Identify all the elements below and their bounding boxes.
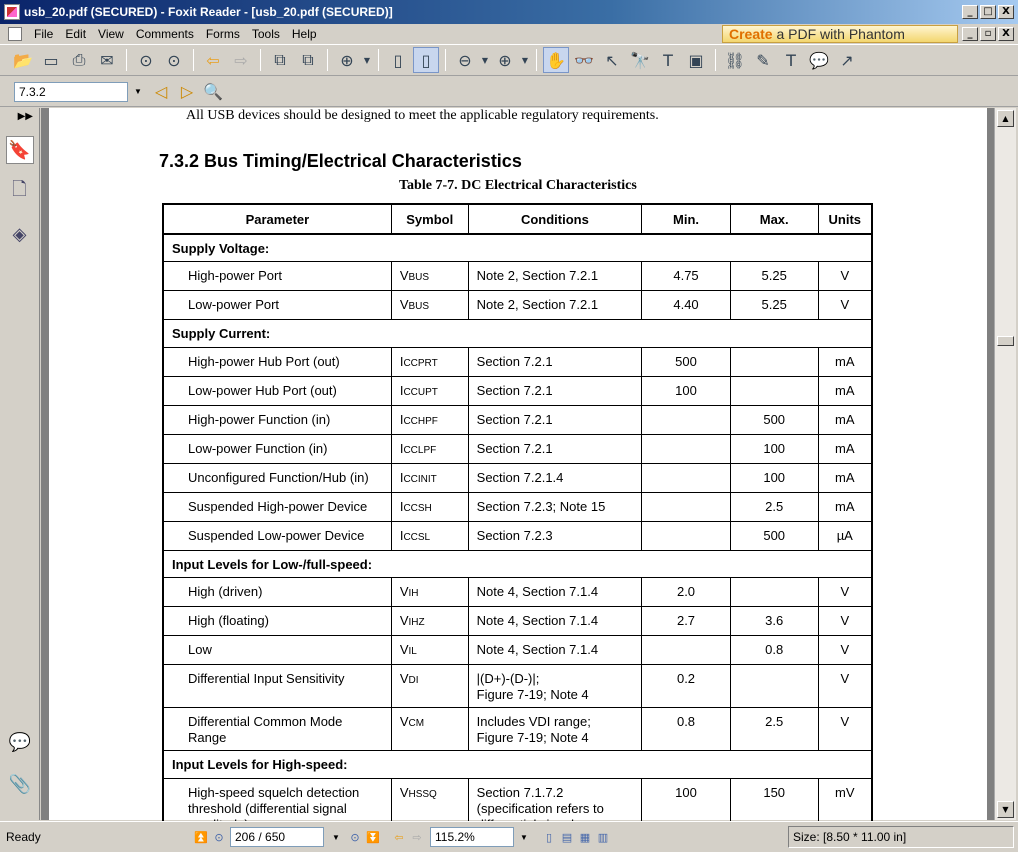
min-cell: 4.40 [642,291,731,320]
doc-minimize-button[interactable]: _ [962,27,978,41]
parameter-cell: Low-power Port [163,291,391,320]
zoom-dropdown-icon[interactable]: ▼ [520,832,528,842]
hand-icon[interactable]: ✋ [543,47,569,73]
table-row [163,405,872,434]
menu-comments[interactable]: Comments [135,27,194,41]
min-cell: 500 [642,347,731,376]
note-icon[interactable]: ✎ [756,50,770,70]
promo-create-text: Create [729,26,773,42]
symbol-cell [391,376,468,405]
table-caption: Table 7-7. DC Electrical Characteristics [399,178,637,193]
table-row [163,291,872,320]
page-dropdown-icon[interactable]: ▼ [332,832,340,842]
max-cell [730,665,818,708]
attachments-panel-icon[interactable]: 📎 [8,773,32,795]
min-cell [642,521,731,550]
last-page-icon[interactable]: ⏬ [366,830,380,844]
dc-characteristics-table [162,203,873,839]
units-cell: V [818,708,872,751]
symbol-cell [391,665,468,708]
group-label: Input Levels for Low-/full-speed: [163,550,872,578]
parameter-cell: Suspended High-power Device [163,492,391,521]
min-cell [642,463,731,492]
conditions-cell: Includes VDI range; Figure 7-19; Note 4 [468,708,642,751]
max-cell: 150 [730,778,818,838]
section-heading: 7.3.2 Bus Timing/Electrical Characteristics [159,151,522,171]
symbol-base: I [399,411,404,427]
table-row [163,262,872,291]
symbol-subscript: IHZ [408,617,425,628]
units-cell: mA [818,492,872,521]
zoom-out-minus-icon[interactable]: ⊖ [458,50,472,70]
next-page-icon[interactable]: ⊙ [167,50,181,70]
max-cell [730,347,818,376]
min-cell: 4.75 [642,262,731,291]
toolbar-separator [715,49,716,71]
min-cell: 100 [642,778,731,838]
select-text-icon[interactable]: 👓 [574,50,594,70]
units-cell: mA [818,434,872,463]
toolbar-separator [536,49,537,71]
first-page-icon[interactable]: ⏫ [194,830,208,844]
prev-page-icon[interactable]: ⊙ [139,50,153,70]
symbol-subscript: HSSQ [408,788,437,800]
page-size-display: Size: [8.50 * 11.00 in] [788,826,1014,848]
symbol-subscript: CCUPT [403,386,438,398]
symbol-base: I [399,382,404,398]
conditions-cell: Section 7.2.3 [468,521,642,550]
header-parameter: Parameter [163,204,391,234]
save-icon[interactable]: ▭ [43,50,59,70]
symbol-subscript: DI [408,675,419,686]
units-cell: mA [818,463,872,492]
continuous-page-icon[interactable]: ▤ [561,830,573,844]
parameter-cell: High (floating) [163,607,391,636]
max-cell: 3.6 [730,607,818,636]
vertical-scrollbar[interactable] [994,108,1016,820]
symbol-cell [391,607,468,636]
min-cell [642,492,731,521]
symbol-cell [391,708,468,751]
prev-bookmark-icon[interactable]: ◁ [154,82,168,101]
symbol-base: V [399,268,409,283]
toolbar-separator [126,49,127,71]
min-cell [642,636,731,665]
table-row [163,636,872,665]
symbol-base: I [399,353,404,369]
document-menu-icon[interactable] [8,27,22,41]
chevron-down-icon[interactable]: ▼ [134,87,142,96]
min-cell: 0.8 [642,708,731,751]
conditions-cell: Section 7.2.1 [468,434,642,463]
continuous-facing-icon[interactable]: ▥ [597,830,609,844]
max-cell [730,578,818,607]
header-conditions: Conditions [468,204,642,234]
symbol-base: V [399,642,409,657]
page-number-input[interactable]: 206 / 650 [230,827,324,847]
pdf-page [49,108,987,820]
expand-panel-icon[interactable]: ▶▶ [17,111,33,122]
units-cell: mA [818,347,872,376]
symbol-subscript: CCSH [403,502,432,514]
conditions-cell: Section 7.1.7.2 (specification refers to [468,778,642,838]
header-min: Min. [642,204,731,234]
fit-width-icon[interactable]: ▯ [413,47,439,73]
select-annotation-icon[interactable]: ↖ [605,50,619,70]
arrow-tool-icon[interactable]: ↗ [840,50,854,70]
menu-bar [0,24,1018,44]
table-row [163,665,872,708]
symbol-subscript: CM [408,718,425,729]
conditions-cell: Note 2, Section 7.2.1 [468,291,642,320]
zoom-in-dropdown-icon[interactable]: ▼ [521,55,529,65]
parameter-cell: High (driven) [163,578,391,607]
symbol-base: V [399,714,409,729]
toolbar-separator [260,49,261,71]
max-cell: 5.25 [730,291,818,320]
table-group-row [163,550,872,578]
conditions-cell: |(D+)-(D-)|; Figure 7-19; Note 4 [468,665,642,708]
symbol-subscript: CCHPF [403,415,438,427]
symbol-base: V [399,297,409,312]
symbol-base: V [399,584,409,599]
menu-view[interactable]: View [98,27,124,41]
parameter-cell: Low [163,636,391,665]
close-button[interactable]: X [998,5,1014,19]
search-bookmark-icon[interactable]: 🔍 [203,82,223,101]
zoom-in-plus-icon[interactable]: ⊕ [498,50,512,70]
conditions-cell: Section 7.2.3; Note 15 [468,492,642,521]
group-label: Supply Voltage: [163,234,872,262]
go-back-icon[interactable]: ⇦ [394,830,404,844]
zoom-in-icon[interactable]: ⊕ [340,50,354,70]
menu-file[interactable]: File [34,27,54,41]
table-row [163,578,872,607]
parameter-cell: High-power Port [163,262,391,291]
min-cell: 100 [642,376,731,405]
comments-panel-icon[interactable]: 💬 [8,731,32,753]
table-row [163,521,872,550]
scroll-down-icon[interactable]: ▼ [997,801,1014,818]
header-max: Max. [730,204,818,234]
max-cell: 2.5 [730,492,818,521]
symbol-base: V [399,613,409,628]
carryover-text: All USB devices should be designed to meet the applicable regulatory requirements. [186,108,659,123]
min-cell: 0.2 [642,665,731,708]
status-bar [0,821,1018,852]
email-icon[interactable]: ✉ [100,50,114,70]
symbol-subscript: CCSL [403,531,431,543]
table-group-row [163,320,872,348]
parameter-cell: Differential Common Mode Range [163,708,391,751]
symbol-cell [391,405,468,434]
units-cell: V [818,636,872,665]
extract-icon[interactable]: ⧉ [302,50,314,69]
menu-tools[interactable]: Tools [251,27,280,41]
previous-page-icon[interactable]: ⊙ [214,830,224,844]
parameter-cell: High-power Function (in) [163,405,391,434]
scroll-up-icon[interactable]: ▲ [997,110,1014,127]
forward-icon[interactable]: ⇨ [234,50,248,70]
open-icon[interactable]: 📂 [13,50,33,70]
pages-panel-icon[interactable]: 🗋 [12,179,27,200]
maximize-button[interactable]: □ [980,5,996,19]
status-text: Ready [6,830,41,844]
header-units: Units [818,204,872,234]
max-cell: 5.25 [730,262,818,291]
max-cell: 100 [730,434,818,463]
table-group-row [163,234,872,262]
parameter-cell: High-power Hub Port (out) [163,347,391,376]
main-toolbar [0,44,1018,76]
symbol-base: I [399,498,404,514]
bookmarks-panel-icon[interactable]: 🔖 [6,136,34,164]
table-row [163,708,872,751]
symbol-subscript: IH [408,588,419,599]
units-cell: V [818,578,872,607]
navigation-panel [0,108,40,820]
symbol-cell [391,262,468,291]
min-cell [642,405,731,434]
bookmark-toolbar [0,77,1018,107]
toolbar-separator [445,49,446,71]
promo-rest-text: a PDF with Phantom [772,26,905,42]
units-cell: V [818,665,872,708]
minimize-button[interactable]: _ [962,5,978,19]
symbol-subscript: CCINIT [403,473,437,485]
symbol-cell [391,291,468,320]
conditions-cell: Section 7.2.1 [468,405,642,434]
symbol-subscript: BUS [408,272,430,283]
conditions-cell: Section 7.2.1.4 [468,463,642,492]
max-cell: 2.5 [730,708,818,751]
snapshot-icon[interactable]: ⧉ [274,50,286,69]
bookmark-select[interactable]: 7.3.2 [14,82,128,102]
back-icon[interactable]: ⇦ [206,50,220,70]
max-cell [730,376,818,405]
group-label: Input Levels for High-speed: [163,751,872,779]
symbol-cell [391,578,468,607]
symbol-subscript: CCPRT [403,357,438,369]
table-row [163,347,872,376]
table-header-row [163,204,872,234]
units-cell: mA [818,405,872,434]
foxit-app-icon[interactable] [4,4,20,20]
doc-close-button[interactable]: X [998,27,1014,41]
menu-forms[interactable]: Forms [205,27,240,41]
symbol-base: V [399,671,409,686]
facing-page-icon[interactable]: ▦ [579,830,591,844]
parameter-cell: Differential Input Sensitivity [163,665,391,708]
phantom-promo-banner[interactable] [722,25,958,43]
min-cell [642,434,731,463]
find-icon[interactable]: 🔭 [630,50,650,70]
toolbar-separator [327,49,328,71]
text-box-icon[interactable]: T [786,50,796,70]
comment-icon[interactable]: 💬 [809,50,829,70]
single-page-icon[interactable]: ▯ [545,830,553,844]
table-group-row [163,751,872,779]
zoom-out-dropdown-icon[interactable]: ▼ [481,55,489,65]
parameter-cell: Low-power Hub Port (out) [163,376,391,405]
symbol-base: I [399,469,404,485]
header-symbol: Symbol [391,204,468,234]
max-cell: 0.8 [730,636,818,665]
document-viewport[interactable] [41,108,994,820]
image-select-icon[interactable]: ▣ [688,50,704,70]
symbol-cell [391,636,468,665]
zoom-dropdown-arrow-icon[interactable]: ▼ [363,55,371,65]
layers-panel-icon[interactable]: ◈ [12,223,27,245]
conditions-cell: Note 4, Section 7.1.4 [468,607,642,636]
zoom-level-select[interactable]: 115.2% [430,827,514,847]
conditions-cell: Note 2, Section 7.2.1 [468,262,642,291]
symbol-base: I [399,440,404,456]
units-cell: V [818,262,872,291]
symbol-cell [391,463,468,492]
min-cell: 2.7 [642,607,731,636]
symbol-cell [391,434,468,463]
symbol-cell [391,492,468,521]
parameter-cell: Unconfigured Function/Hub (in) [163,463,391,492]
go-forward-icon[interactable]: ⇨ [412,830,422,844]
table-row [163,607,872,636]
typewriter-icon[interactable]: T [663,50,673,70]
symbol-base: V [399,784,409,800]
menu-edit[interactable]: Edit [65,27,87,41]
table-row [163,434,872,463]
symbol-cell [391,347,468,376]
symbol-subscript: BUS [408,301,430,312]
units-cell: V [818,607,872,636]
conditions-cell: Note 4, Section 7.1.4 [468,578,642,607]
print-icon[interactable]: ⎙ [72,50,86,69]
next-page-status-icon[interactable]: ⊙ [350,830,360,844]
table-row [163,376,872,405]
parameter-cell: Suspended Low-power Device [163,521,391,550]
parameter-cell: Low-power Function (in) [163,434,391,463]
symbol-base: I [399,527,404,543]
toolbar-separator [378,49,379,71]
title-bar [0,0,1018,24]
conditions-cell: Section 7.2.1 [468,347,642,376]
link-icon[interactable]: ⛓ [724,50,746,70]
table-row [163,463,872,492]
min-cell: 2.0 [642,578,731,607]
menu-help[interactable]: Help [291,27,317,41]
max-cell: 100 [730,463,818,492]
table-row [163,492,872,521]
max-cell: 500 [730,521,818,550]
doc-restore-button[interactable]: ▫ [980,27,996,41]
units-cell: mA [818,376,872,405]
conditions-cell: Note 4, Section 7.1.4 [468,636,642,665]
window-title: usb_20.pdf (SECURED) - Foxit Reader - [usb_20.pdf (SECURED)] [24,5,393,19]
parameter-cell: High-speed squelch detection threshold (differential signal [163,778,391,838]
symbol-subscript: CCLPF [403,444,437,456]
fit-page-icon[interactable]: ▯ [393,50,403,70]
symbol-cell [391,521,468,550]
scroll-thumb[interactable] [997,336,1014,346]
units-cell: V [818,291,872,320]
conditions-cell: Section 7.2.1 [468,376,642,405]
units-cell: µA [818,521,872,550]
units-cell: mV [818,778,872,838]
toolbar-separator [193,49,194,71]
group-label: Supply Current: [163,320,872,348]
next-bookmark-icon[interactable]: ▷ [180,82,194,101]
symbol-subscript: IL [408,646,417,657]
max-cell: 500 [730,405,818,434]
